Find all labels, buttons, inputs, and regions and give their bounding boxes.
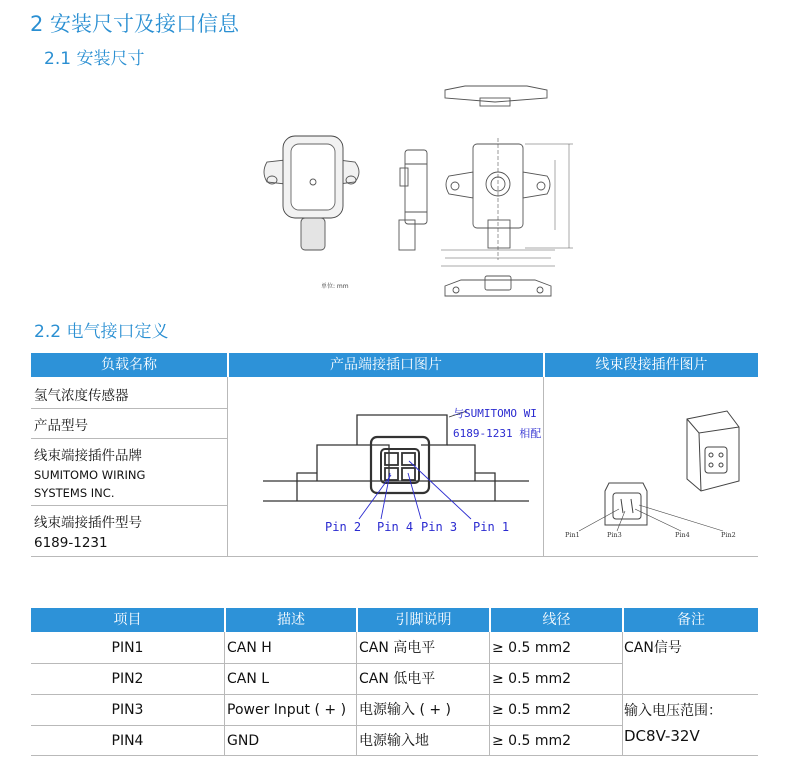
pin-definition-table	[31, 608, 758, 756]
electrical-interface-heading: 2.2 电气接口定义	[34, 322, 169, 342]
pin4-label: Pin 4	[377, 520, 414, 534]
pin2-label: Pin 2	[325, 520, 362, 534]
header-item: 项目	[31, 608, 224, 632]
pin1-wire-gauge: ≥ 0.5 mm2	[492, 640, 572, 656]
harness-pin1-label: Pin1	[565, 531, 580, 539]
pin2-wire-gauge: ≥ 0.5 mm2	[492, 671, 572, 687]
mate-callout-line1: 与SUMITOMO WI	[453, 407, 537, 420]
pin3-item: PIN3	[111, 702, 144, 718]
harness-connector-image	[551, 401, 751, 541]
mate-callout-line2: 6189-1231 相配	[453, 427, 542, 440]
connector-model-label: 线束端接插件型号	[34, 515, 142, 531]
header-pin-explanation: 引脚说明	[357, 608, 489, 632]
harness-pin3-label: Pin3	[607, 531, 622, 539]
pin2-explanation: CAN 低电平	[359, 671, 436, 687]
pin1-label: Pin 1	[473, 520, 510, 534]
dimension-drawing	[255, 80, 585, 308]
interface-table	[31, 353, 758, 557]
remark-voltage-range: 输入电压范围：	[624, 703, 722, 719]
pin2-description: CAN L	[227, 671, 270, 687]
pin4-explanation: 电源输入地	[359, 733, 429, 749]
connector-model-value: 6189-1231	[34, 535, 108, 551]
load-name-value: 氢气浓度传感器	[34, 388, 129, 404]
pin1-item: PIN1	[111, 640, 144, 656]
pin4-item: PIN4	[111, 733, 144, 749]
pin4-description: GND	[227, 733, 260, 749]
harness-pin2-label: Pin2	[721, 531, 736, 539]
header-description: 描述	[225, 608, 356, 632]
header-wire-gauge: 线径	[490, 608, 622, 632]
install-dimensions-heading: 2.1 安装尺寸	[44, 49, 145, 69]
pin3-wire-gauge: ≥ 0.5 mm2	[492, 702, 572, 718]
pin3-explanation: 电源输入 ( + )	[359, 702, 452, 718]
pin3-label: Pin 3	[421, 520, 458, 534]
header-product-connector-image: 产品端接插口图片	[228, 353, 543, 377]
pin2-item: PIN2	[111, 671, 144, 687]
harness-pin4-label: Pin4	[675, 531, 690, 539]
connector-brand-label: 线束端接插件品牌	[34, 448, 142, 464]
header-harness-connector-image: 线束段接插件图片	[544, 353, 758, 377]
header-load-name: 负载名称	[31, 353, 227, 377]
connector-brand-line2: SYSTEMS INC.	[34, 486, 115, 500]
pin4-wire-gauge: ≥ 0.5 mm2	[492, 733, 572, 749]
pin3-description: Power Input ( + )	[227, 702, 347, 718]
model-label: 产品型号	[34, 418, 88, 434]
connector-brand-line1: SUMITOMO WIRING	[34, 468, 146, 482]
remark-voltage-value: DC8V-32V	[624, 727, 700, 745]
product-connector-image	[261, 393, 542, 543]
header-remarks: 备注	[623, 608, 758, 632]
unit-label: 单位: mm	[321, 283, 349, 290]
pin1-explanation: CAN 高电平	[359, 640, 436, 656]
remark-can-signal: CAN信号	[624, 640, 682, 656]
pin1-description: CAN H	[227, 640, 272, 656]
section-title: 2 安装尺寸及接口信息	[30, 12, 240, 36]
